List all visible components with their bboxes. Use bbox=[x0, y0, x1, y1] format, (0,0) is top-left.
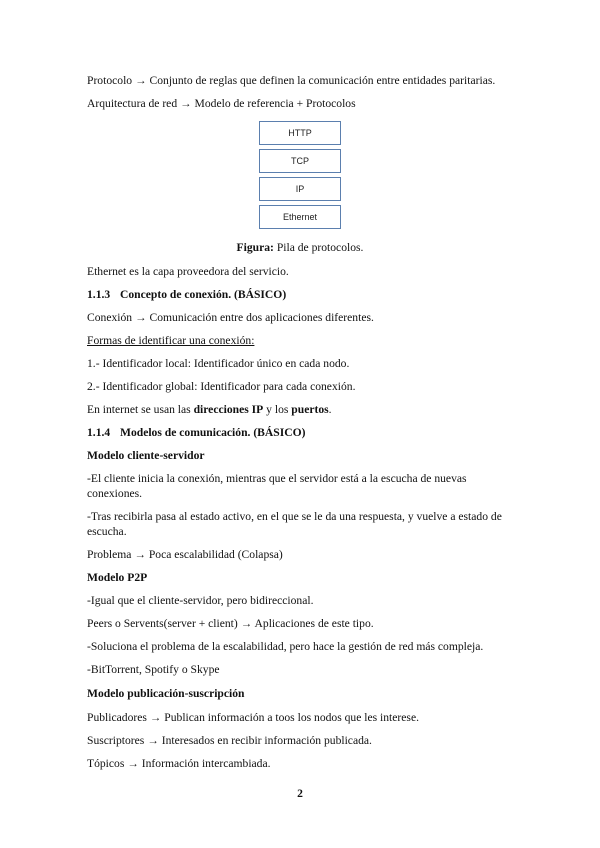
conexion-line bbox=[87, 310, 520, 325]
protocolo-line bbox=[87, 73, 520, 88]
section-title: Modelos de comunicación. (BÁSICO) bbox=[120, 426, 306, 439]
publicadores-line: Publicadores → Publican información a toos los nodos que les interese. bbox=[87, 711, 419, 724]
ethernet-note: Ethernet es la capa proveedora del servicio. bbox=[87, 265, 289, 278]
protocolo-term: Protocolo bbox=[87, 74, 133, 87]
section-114-heading bbox=[87, 425, 520, 440]
layer-tcp: TCP bbox=[259, 149, 341, 173]
p2p-p3: -Soluciona el problema de la escalabilidad, pero hace la gestión de red más compleja. bbox=[87, 640, 484, 653]
p2p-p1: -Igual que el cliente-servidor, pero bidireccional. bbox=[87, 594, 314, 607]
arquitectura-text: Modelo de referencia + Protocolos bbox=[194, 97, 356, 110]
layer-ethernet: Ethernet bbox=[259, 205, 341, 229]
layer-http: HTTP bbox=[259, 121, 341, 145]
p2p-p4: -BitTorrent, Spotify o Skype bbox=[87, 663, 220, 676]
arquitectura-term: Arquitectura de red bbox=[87, 97, 178, 110]
arrow-icon: → bbox=[135, 311, 147, 324]
conexion-text: Comunicación entre dos aplicaciones diferentes. bbox=[149, 311, 374, 324]
problema-line: Problema → Poca escalabilidad (Colapsa) bbox=[87, 548, 283, 561]
cliente-servidor-p2: -Tras recibirla pasa al estado activo, en el que se le da una respuesta, y vuelve a estado de escucha. bbox=[87, 510, 502, 538]
peers-line: Peers o Servents(server + client) → Aplicaciones de este tipo. bbox=[87, 617, 374, 630]
arquitectura-line bbox=[87, 96, 520, 111]
section-113-heading bbox=[87, 287, 520, 302]
list-item: 2.- Identificador global: Identificador para cada conexión. bbox=[87, 380, 356, 393]
pubsub-heading: Modelo publicación-suscripción bbox=[87, 687, 245, 700]
section-number: 1.1.4 bbox=[87, 426, 111, 439]
protocolo-text: Conjunto de reglas que definen la comunicación entre entidades paritarias. bbox=[149, 74, 496, 87]
p2p-heading: Modelo P2P bbox=[87, 571, 148, 584]
section-number: 1.1.3 bbox=[87, 288, 111, 301]
arrow-icon: → bbox=[127, 757, 139, 770]
arrow-icon: → bbox=[180, 97, 192, 110]
caption-text: Pila de protocolos. bbox=[276, 241, 364, 254]
topicos-line: Tópicos → Información intercambiada. bbox=[87, 757, 271, 770]
arrow-icon: → bbox=[147, 734, 159, 747]
caption-label: Figura: bbox=[236, 241, 274, 254]
list-item: 1.- Identificador local: Identificador único en cada nodo. bbox=[87, 357, 350, 370]
layer-ip: IP bbox=[259, 177, 341, 201]
cliente-servidor-heading: Modelo cliente-servidor bbox=[87, 449, 205, 462]
formas-heading: Formas de identificar una conexión: bbox=[87, 334, 255, 347]
conexion-term: Conexión bbox=[87, 311, 133, 324]
page-number: 2 bbox=[297, 787, 303, 800]
bold-term: direcciones IP bbox=[193, 403, 264, 416]
figure-caption bbox=[0, 240, 600, 255]
arrow-icon: → bbox=[240, 617, 253, 630]
cliente-servidor-p1: -El cliente inicia la conexión, mientras que el servidor está a la escucha de nuevas conexiones. bbox=[87, 472, 467, 500]
bold-term: puertos bbox=[291, 403, 329, 416]
internet-line: En internet se usan las direcciones IP y los puertos. bbox=[87, 403, 332, 416]
arrow-icon: → bbox=[134, 548, 146, 561]
arrow-icon: → bbox=[149, 711, 162, 724]
suscriptores-line: Suscriptores → Interesados en recibir información publicada. bbox=[87, 734, 372, 747]
section-title: Concepto de conexión. (BÁSICO) bbox=[120, 288, 287, 301]
arrow-icon: → bbox=[135, 74, 147, 87]
